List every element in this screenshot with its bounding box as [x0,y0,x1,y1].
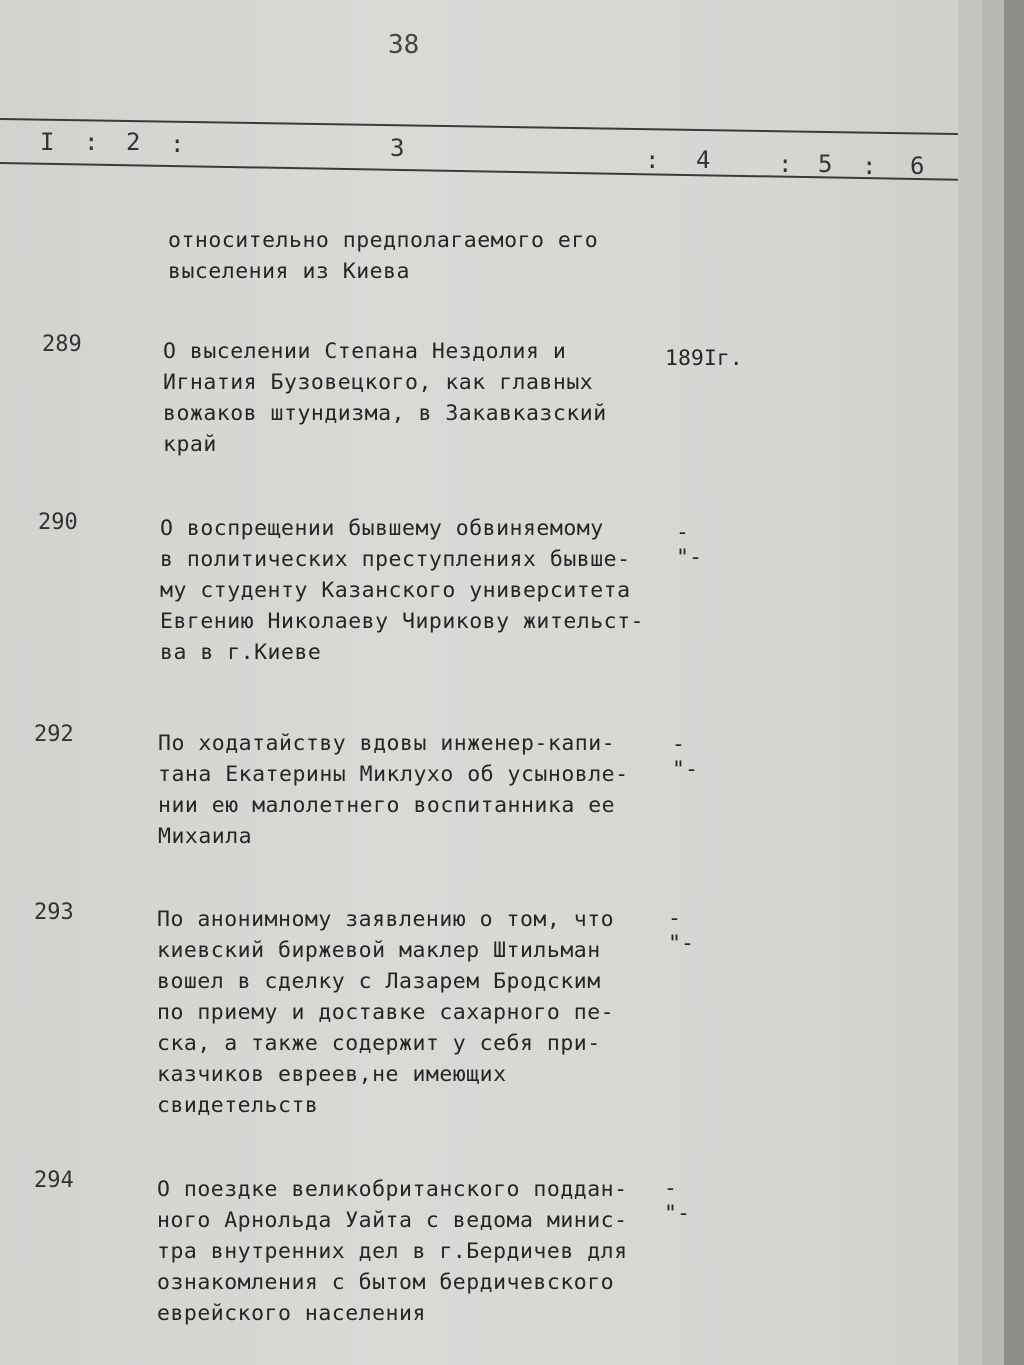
description-line: в политических преступлениях бывше- [160,547,631,572]
description-line: свидетельств [157,1093,319,1118]
entry-description [158,728,629,852]
description-line: ва в г.Киеве [160,640,322,665]
column-separator: : [778,150,793,178]
description-line: вожаков штундизма, в Закавказский [163,401,607,426]
stacked-page-edge [982,0,1004,1365]
description-line: относительно предполагаемого его [168,228,599,253]
description-line: вошел в сделку с Лазарем Бродским [157,969,601,994]
description-line: О выселении Степана Нездолия и [163,339,567,364]
column-separator: : [862,152,877,180]
description-line: киевский биржевой маклер Штильман [157,938,601,963]
description-line: Игнатия Бузовецкого, как главных [163,370,594,395]
entry-number: 290 [38,510,78,535]
description-line: О воспрещении бывшему обвиняемому [160,516,604,541]
entry-number: 293 [34,900,74,925]
entry-date: -"- [668,906,694,956]
column-header-1: I [40,128,55,156]
description-line: О поездке великобританского поддан- [157,1177,628,1202]
entry-number: 289 [42,332,82,357]
column-separator: : [84,128,99,156]
column-header-4: 4 [696,146,711,174]
description-line: му студенту Казанского университета [160,578,631,603]
entry-number: 292 [34,722,74,747]
description-line: по приему и доставке сахарного пе- [157,1000,615,1025]
entry-description [157,1174,628,1329]
description-line: ного Арнольда Уайта с ведома минис- [157,1208,628,1233]
stacked-page-edge [958,0,982,1365]
entry-date: -"- [676,520,702,570]
entry-date: -"- [672,732,698,782]
description-line: еврейского населения [157,1301,426,1326]
description-line: ска, а также содержит у себя при- [157,1031,601,1056]
header-rule-bottom [0,162,958,181]
description-line: выселения из Киева [168,259,410,284]
page-number: 38 [388,30,420,60]
column-separator: : [645,146,660,174]
description-line: По анонимному заявлению о том, что [157,907,615,932]
column-header-6: 6 [910,152,925,180]
column-header-2: 2 [126,128,141,156]
entry-description [163,336,607,460]
entry-number: 294 [34,1168,74,1193]
description-line: тана Екатерины Миклухо об усыновле- [158,762,629,787]
description-line: нии ею малолетнего воспитанника ее [158,793,616,818]
column-header-3: 3 [390,134,405,162]
entry-description [168,225,598,287]
stacked-page-edge [1004,0,1024,1365]
entry-date: 189Iг. [665,346,743,371]
entry-date: -"- [664,1176,690,1226]
header-rule-top [0,118,958,135]
entry-description [160,513,644,668]
description-line: Евгению Николаеву Чирикову жительст- [160,609,644,634]
entry-description [157,904,614,1121]
description-line: тра внутренних дел в г.Бердичев для [157,1239,628,1264]
description-line: ознакомления с бытом бердичевского [157,1270,615,1295]
description-line: край [163,432,217,457]
description-line: Михаила [158,824,253,849]
column-separator: : [170,130,185,158]
description-line: казчиков евреев,не имеющих [157,1062,507,1087]
description-line: По ходатайству вдовы инженер-капи- [158,731,616,756]
column-header-5: 5 [818,150,833,178]
